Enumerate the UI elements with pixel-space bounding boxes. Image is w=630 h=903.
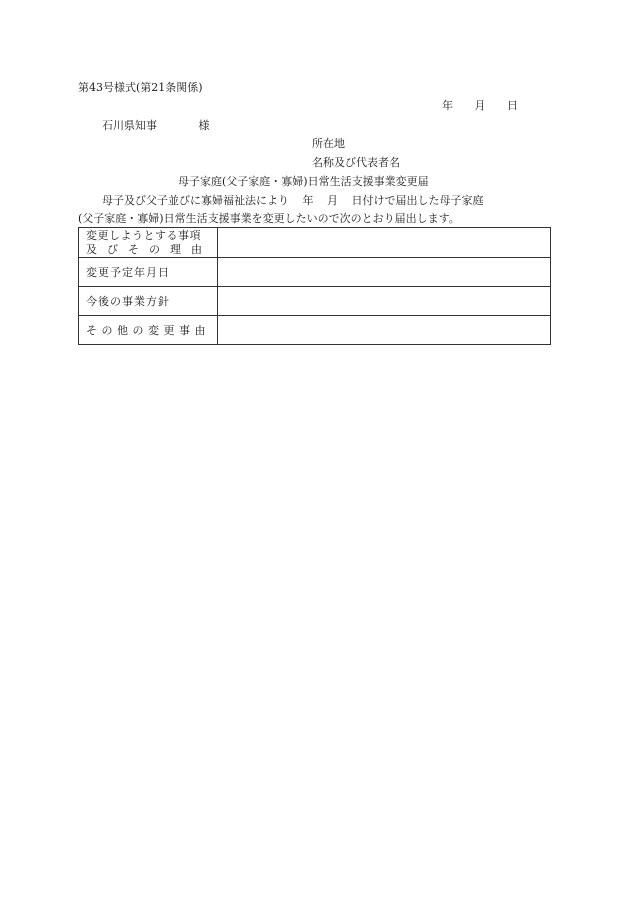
row-label-other-reasons: その他の変更事由 (79, 316, 218, 345)
body-text-line-2: (父子家庭・寡婦)日常生活支援事業を変更したいので次のとおり届出します。 (78, 212, 460, 225)
row-value-planned-date[interactable] (218, 258, 551, 287)
row-label-change-items (79, 228, 218, 258)
row-label-line-2: 及びその理由 (86, 242, 212, 256)
table-row (79, 316, 551, 345)
change-details-table (78, 227, 551, 345)
row-value-other-reasons[interactable] (218, 316, 551, 345)
row-value-future-policy[interactable] (218, 287, 551, 316)
document-title: 母子家庭(父子家庭・寡婦)日常生活支援事業変更届 (178, 175, 429, 188)
row-label-line-1: 変更しようとする事項 (86, 228, 201, 242)
row-label-future-policy: 今後の事業方針 (79, 287, 218, 316)
row-value-change-items[interactable] (218, 228, 551, 258)
name-label: 名称及び代表者名 (312, 156, 400, 169)
table-row (79, 258, 551, 287)
addressee: 石川県知事 様 (102, 119, 210, 132)
row-label-planned-date: 変更予定年月日 (79, 258, 218, 287)
table-row (79, 228, 551, 258)
date-line: 年 月 日 (442, 99, 518, 112)
form-number: 第43号様式(第21条関係) (78, 81, 203, 94)
table-row (79, 287, 551, 316)
address-label: 所在地 (312, 137, 345, 150)
body-text-line-1: 母子及び父子並びに寡婦福祉法により 年 月 日付けで届出した母子家庭 (102, 194, 484, 207)
